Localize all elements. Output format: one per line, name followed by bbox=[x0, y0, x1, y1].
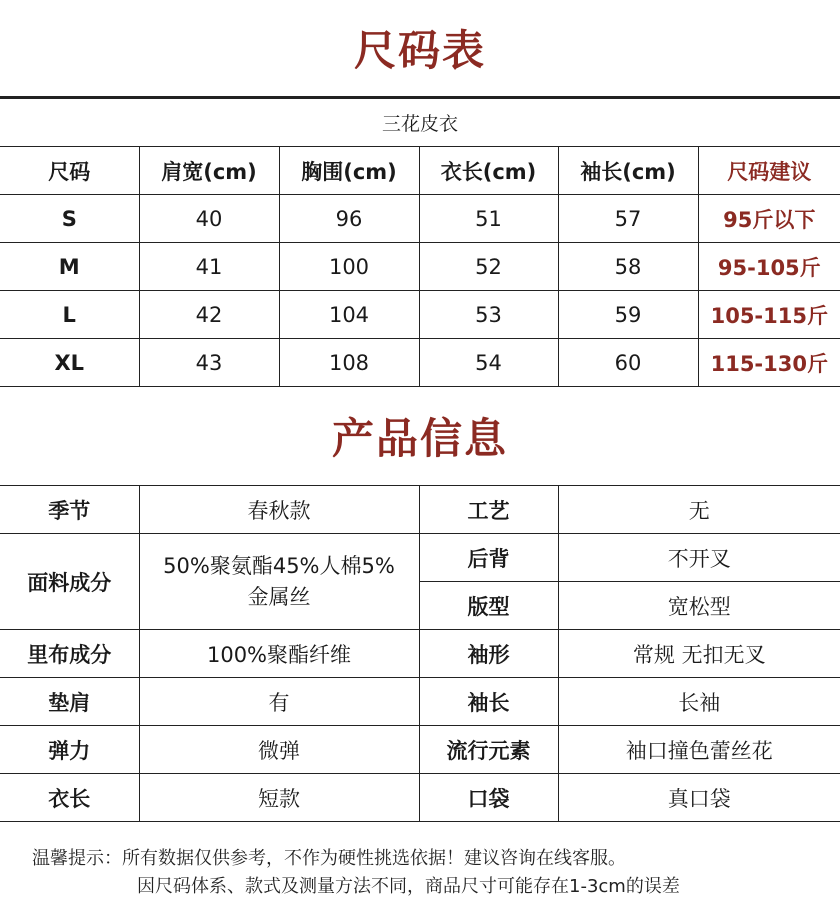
length-cell: 52 bbox=[419, 243, 558, 291]
sleeve-cell: 59 bbox=[558, 291, 698, 339]
elastic-label: 弹力 bbox=[0, 726, 139, 774]
craft-label: 工艺 bbox=[419, 486, 558, 534]
header-chest: 胸围(cm) bbox=[279, 147, 419, 195]
table-row bbox=[0, 726, 840, 774]
table-row bbox=[0, 630, 840, 678]
header-size: 尺码 bbox=[0, 147, 139, 195]
sleeve-cell: 60 bbox=[558, 339, 698, 387]
table-row bbox=[0, 486, 840, 534]
header-shoulder: 肩宽(cm) bbox=[139, 147, 279, 195]
elastic-value: 微弹 bbox=[139, 726, 419, 774]
table-row bbox=[0, 774, 840, 822]
sleeve-cell: 58 bbox=[558, 243, 698, 291]
back-label: 后背 bbox=[419, 534, 558, 582]
recommendation-cell: 115-130斤 bbox=[698, 339, 840, 387]
lining-label: 里布成分 bbox=[0, 630, 139, 678]
shoulder-pad-value: 有 bbox=[139, 678, 419, 726]
chest-cell: 96 bbox=[279, 195, 419, 243]
notice bbox=[32, 845, 680, 901]
trend-value: 袖口撞色蕾丝花 bbox=[558, 726, 840, 774]
table-row bbox=[0, 243, 840, 291]
sleeve-shape-label: 袖形 bbox=[419, 630, 558, 678]
back-value: 不开叉 bbox=[558, 534, 840, 582]
pocket-value: 真口袋 bbox=[558, 774, 840, 822]
product-name: 三花皮衣 bbox=[0, 99, 840, 147]
shoulder-cell: 42 bbox=[139, 291, 279, 339]
shoulder-pad-label: 垫肩 bbox=[0, 678, 139, 726]
size-chart-header-row bbox=[0, 147, 840, 195]
sleeve-length-value: 长袖 bbox=[558, 678, 840, 726]
notice-line: 温馨提示：所有数据仅供参考，不作为硬性挑选依据！建议咨询在线客服。 bbox=[32, 848, 626, 869]
chest-cell: 100 bbox=[279, 243, 419, 291]
table-row bbox=[0, 534, 840, 582]
product-info-table bbox=[0, 485, 840, 822]
recommendation-cell: 95斤以下 bbox=[698, 195, 840, 243]
sleeve-cell: 57 bbox=[558, 195, 698, 243]
season-label: 季节 bbox=[0, 486, 139, 534]
size-chart-title: 尺码表 bbox=[0, 0, 840, 98]
fabric-value-line: 金属丝 bbox=[247, 584, 311, 609]
season-value: 春秋款 bbox=[139, 486, 419, 534]
size-cell: S bbox=[0, 195, 139, 243]
product-info-title: 产品信息 bbox=[331, 414, 508, 463]
lining-value: 100%聚酯纤维 bbox=[139, 630, 419, 678]
length-label: 衣长 bbox=[0, 774, 139, 822]
size-cell: L bbox=[0, 291, 139, 339]
table-row bbox=[0, 339, 840, 387]
shoulder-cell: 43 bbox=[139, 339, 279, 387]
size-cell: XL bbox=[0, 339, 139, 387]
pocket-label: 口袋 bbox=[419, 774, 558, 822]
chest-cell: 104 bbox=[279, 291, 419, 339]
sleeve-shape-value: 常规 无扣无叉 bbox=[558, 630, 840, 678]
recommendation-cell: 95-105斤 bbox=[698, 243, 840, 291]
length-cell: 54 bbox=[419, 339, 558, 387]
table-row bbox=[0, 678, 840, 726]
length-cell: 51 bbox=[419, 195, 558, 243]
recommendation-cell: 105-115斤 bbox=[698, 291, 840, 339]
table-row bbox=[0, 195, 840, 243]
chest-cell: 108 bbox=[279, 339, 419, 387]
product-name-row bbox=[0, 99, 840, 147]
length-value: 短款 bbox=[139, 774, 419, 822]
sleeve-length-label: 袖长 bbox=[419, 678, 558, 726]
header-length: 衣长(cm) bbox=[419, 147, 558, 195]
shoulder-cell: 40 bbox=[139, 195, 279, 243]
size-chart-table bbox=[0, 98, 840, 387]
length-cell: 53 bbox=[419, 291, 558, 339]
header-sleeve: 袖长(cm) bbox=[558, 147, 698, 195]
fabric-value-line: 50%聚氨酯45%人棉5% bbox=[163, 553, 395, 578]
fit-label: 版型 bbox=[419, 582, 558, 630]
trend-label: 流行元素 bbox=[419, 726, 558, 774]
size-cell: M bbox=[0, 243, 139, 291]
shoulder-cell: 41 bbox=[139, 243, 279, 291]
fit-value: 宽松型 bbox=[558, 582, 840, 630]
table-row bbox=[0, 291, 840, 339]
fabric-label: 面料成分 bbox=[0, 534, 139, 630]
notice-line: 因尺码体系、款式及测量方法不同，商品尺寸可能存在1-3cm的误差 bbox=[137, 876, 680, 897]
header-recommendation: 尺码建议 bbox=[698, 147, 840, 195]
fabric-value bbox=[139, 534, 419, 630]
craft-value: 无 bbox=[558, 486, 840, 534]
